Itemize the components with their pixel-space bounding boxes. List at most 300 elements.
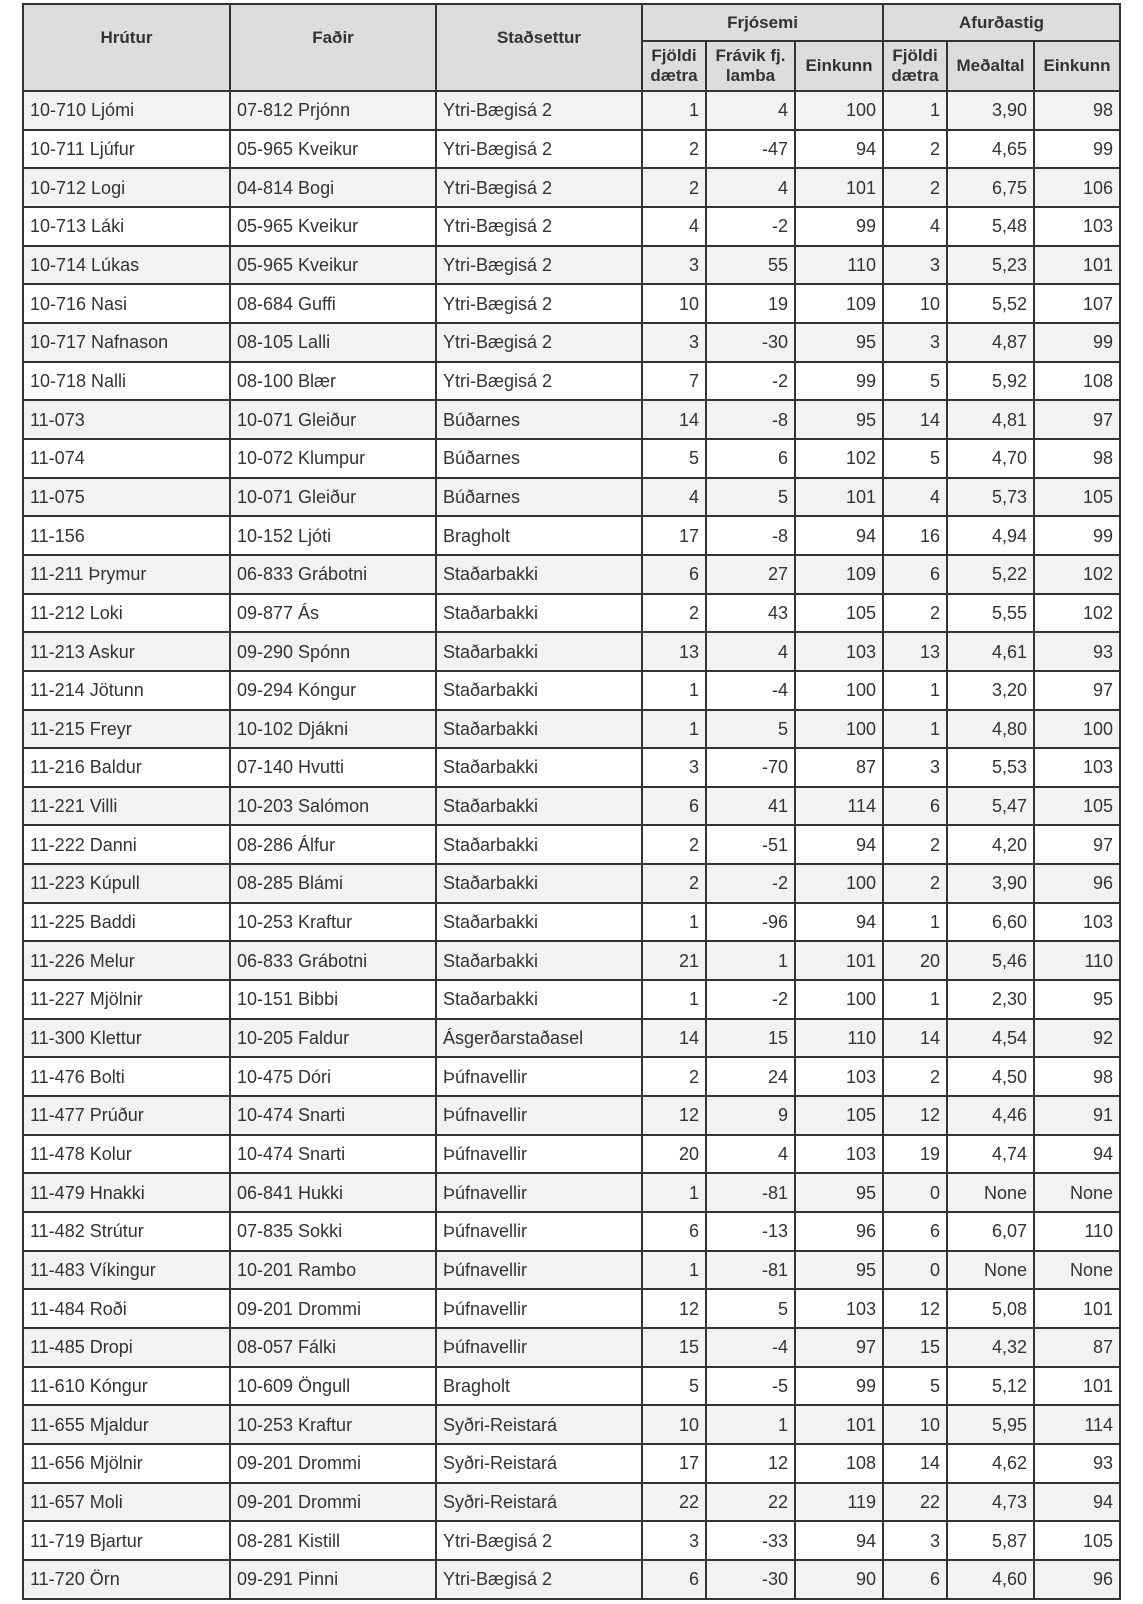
cell-frj-fjoldi-daetra: 4 [642, 478, 706, 517]
cell-frj-einkunn: 101 [795, 168, 883, 207]
cell-hrutur: 11-657 Moli [23, 1483, 230, 1522]
cell-afu-einkunn: 91 [1034, 1096, 1120, 1135]
cell-frj-fjoldi-daetra: 3 [642, 1521, 706, 1560]
cell-stadsettur: Ytri-Bægisá 2 [436, 1560, 642, 1599]
cell-fadir: 08-684 Guffi [230, 284, 436, 323]
cell-afu-fjoldi-daetra: 2 [883, 825, 947, 864]
cell-frj-fravik: 43 [706, 594, 795, 633]
cell-stadsettur: Staðarbakki [436, 903, 642, 942]
cell-stadsettur: Staðarbakki [436, 632, 642, 671]
cell-fadir: 10-152 Ljóti [230, 516, 436, 555]
cell-stadsettur: Ytri-Bægisá 2 [436, 207, 642, 246]
cell-frj-fravik: 9 [706, 1096, 795, 1135]
cell-fadir: 07-835 Sokki [230, 1212, 436, 1251]
cell-hrutur: 11-226 Melur [23, 941, 230, 980]
cell-frj-fravik: 24 [706, 1057, 795, 1096]
cell-afu-medaltal: 4,50 [947, 1057, 1034, 1096]
cell-afu-einkunn: 108 [1034, 362, 1120, 401]
table-container [22, 3, 1121, 1600]
cell-fadir: 10-102 Djákni [230, 710, 436, 749]
cell-frj-einkunn: 99 [795, 362, 883, 401]
cell-afu-fjoldi-daetra: 2 [883, 1057, 947, 1096]
table-row [23, 130, 1120, 169]
cell-hrutur: 10-712 Logi [23, 168, 230, 207]
cell-frj-einkunn: 103 [795, 1289, 883, 1328]
cell-hrutur: 10-718 Nalli [23, 362, 230, 401]
cell-fadir: 06-833 Grábotni [230, 941, 436, 980]
cell-afu-einkunn: 100 [1034, 710, 1120, 749]
cell-afu-medaltal: 6,07 [947, 1212, 1034, 1251]
cell-stadsettur: Ytri-Bægisá 2 [436, 168, 642, 207]
cell-hrutur: 10-710 Ljómi [23, 91, 230, 130]
cell-frj-fjoldi-daetra: 1 [642, 980, 706, 1019]
cell-frj-fravik: -5 [706, 1367, 795, 1406]
cell-afu-medaltal: 6,75 [947, 168, 1034, 207]
table-row [23, 1560, 1120, 1599]
cell-frj-einkunn: 94 [795, 516, 883, 555]
cell-frj-fjoldi-daetra: 14 [642, 1019, 706, 1058]
cell-stadsettur: Búðarnes [436, 478, 642, 517]
cell-afu-medaltal: 5,73 [947, 478, 1034, 517]
cell-frj-einkunn: 94 [795, 130, 883, 169]
cell-hrutur: 10-716 Nasi [23, 284, 230, 323]
table-body [23, 91, 1120, 1599]
cell-afu-einkunn: 102 [1034, 594, 1120, 633]
cell-frj-einkunn: 114 [795, 787, 883, 826]
cell-afu-fjoldi-daetra: 14 [883, 1444, 947, 1483]
cell-frj-fjoldi-daetra: 14 [642, 400, 706, 439]
cell-frj-einkunn: 103 [795, 1057, 883, 1096]
cell-stadsettur: Ytri-Bægisá 2 [436, 323, 642, 362]
cell-fadir: 10-253 Kraftur [230, 903, 436, 942]
table-row [23, 284, 1120, 323]
cell-fadir: 06-841 Hukki [230, 1173, 436, 1212]
cell-frj-einkunn: 119 [795, 1483, 883, 1522]
cell-frj-fravik: -96 [706, 903, 795, 942]
cell-frj-fravik: -30 [706, 323, 795, 362]
cell-hrutur: 11-300 Klettur [23, 1019, 230, 1058]
cell-afu-einkunn: 93 [1034, 1444, 1120, 1483]
cell-frj-einkunn: 110 [795, 246, 883, 285]
cell-afu-medaltal: None [947, 1173, 1034, 1212]
cell-frj-fravik: -70 [706, 748, 795, 787]
cell-hrutur: 11-719 Bjartur [23, 1521, 230, 1560]
cell-frj-einkunn: 99 [795, 207, 883, 246]
cell-afu-medaltal: 4,32 [947, 1328, 1034, 1367]
cell-frj-fjoldi-daetra: 5 [642, 439, 706, 478]
cell-afu-medaltal: 4,94 [947, 516, 1034, 555]
header-group-frjosemi: Frjósemi [642, 4, 883, 41]
cell-frj-einkunn: 101 [795, 1405, 883, 1444]
cell-afu-fjoldi-daetra: 22 [883, 1483, 947, 1522]
cell-fadir: 05-965 Kveikur [230, 207, 436, 246]
cell-frj-fravik: -8 [706, 400, 795, 439]
cell-frj-fravik: 27 [706, 555, 795, 594]
cell-stadsettur: Ytri-Bægisá 2 [436, 130, 642, 169]
cell-fadir: 05-965 Kveikur [230, 246, 436, 285]
cell-afu-fjoldi-daetra: 19 [883, 1135, 947, 1174]
cell-fadir: 06-833 Grábotni [230, 555, 436, 594]
cell-hrutur: 11-074 [23, 439, 230, 478]
cell-frj-fravik: 5 [706, 478, 795, 517]
header-stadsettur[interactable] [436, 4, 642, 91]
cell-frj-fjoldi-daetra: 2 [642, 825, 706, 864]
cell-afu-medaltal: 6,60 [947, 903, 1034, 942]
cell-frj-einkunn: 96 [795, 1212, 883, 1251]
cell-frj-fravik: -2 [706, 864, 795, 903]
cell-afu-einkunn: 103 [1034, 207, 1120, 246]
cell-afu-fjoldi-daetra: 3 [883, 323, 947, 362]
cell-frj-fravik: 55 [706, 246, 795, 285]
cell-stadsettur: Búðarnes [436, 400, 642, 439]
cell-hrutur: 11-222 Danni [23, 825, 230, 864]
cell-frj-fjoldi-daetra: 3 [642, 246, 706, 285]
cell-afu-fjoldi-daetra: 13 [883, 632, 947, 671]
cell-frj-einkunn: 100 [795, 710, 883, 749]
cell-frj-einkunn: 108 [795, 1444, 883, 1483]
table-row [23, 1173, 1120, 1212]
cell-frj-einkunn: 99 [795, 1367, 883, 1406]
cell-frj-fjoldi-daetra: 6 [642, 1212, 706, 1251]
cell-hrutur: 11-216 Baldur [23, 748, 230, 787]
cell-frj-einkunn: 100 [795, 980, 883, 1019]
table-row [23, 1328, 1120, 1367]
cell-hrutur: 11-477 Prúður [23, 1096, 230, 1135]
cell-hrutur: 11-073 [23, 400, 230, 439]
cell-afu-einkunn: 101 [1034, 246, 1120, 285]
cell-hrutur: 11-482 Strútur [23, 1212, 230, 1251]
cell-afu-fjoldi-daetra: 14 [883, 1019, 947, 1058]
cell-afu-fjoldi-daetra: 1 [883, 903, 947, 942]
cell-afu-fjoldi-daetra: 4 [883, 207, 947, 246]
cell-hrutur: 10-714 Lúkas [23, 246, 230, 285]
cell-stadsettur: Staðarbakki [436, 787, 642, 826]
cell-fadir: 08-285 Blámi [230, 864, 436, 903]
cell-fadir: 08-100 Blær [230, 362, 436, 401]
cell-afu-fjoldi-daetra: 10 [883, 1405, 947, 1444]
cell-afu-einkunn: None [1034, 1251, 1120, 1290]
cell-afu-fjoldi-daetra: 0 [883, 1173, 947, 1212]
header-frj-einkunn[interactable]: Einkunn [795, 41, 883, 91]
cell-fadir: 07-812 Prjónn [230, 91, 436, 130]
cell-afu-medaltal: 4,70 [947, 439, 1034, 478]
cell-stadsettur: Syðri-Reistará [436, 1405, 642, 1444]
cell-afu-medaltal: 5,53 [947, 748, 1034, 787]
table-row [23, 710, 1120, 749]
cell-afu-medaltal: 4,60 [947, 1560, 1034, 1599]
cell-frj-einkunn: 95 [795, 400, 883, 439]
cell-afu-einkunn: 87 [1034, 1328, 1120, 1367]
cell-fadir: 08-286 Álfur [230, 825, 436, 864]
cell-frj-einkunn: 95 [795, 323, 883, 362]
cell-frj-einkunn: 100 [795, 671, 883, 710]
cell-frj-einkunn: 100 [795, 864, 883, 903]
cell-afu-medaltal: 5,23 [947, 246, 1034, 285]
header-afu-medaltal[interactable]: Meðaltal [947, 41, 1034, 91]
cell-afu-einkunn: 96 [1034, 864, 1120, 903]
cell-afu-fjoldi-daetra: 10 [883, 284, 947, 323]
cell-frj-fjoldi-daetra: 1 [642, 903, 706, 942]
cell-hrutur: 11-656 Mjölnir [23, 1444, 230, 1483]
table-row [23, 825, 1120, 864]
cell-frj-fravik: 4 [706, 91, 795, 130]
cell-frj-einkunn: 95 [795, 1251, 883, 1290]
header-afu-fjoldi-daetra[interactable]: Fjöldi dætra [883, 41, 947, 91]
cell-frj-fjoldi-daetra: 12 [642, 1096, 706, 1135]
cell-afu-einkunn: 99 [1034, 130, 1120, 169]
cell-stadsettur: Þúfnavellir [436, 1289, 642, 1328]
cell-fadir: 09-291 Pinni [230, 1560, 436, 1599]
cell-hrutur: 11-221 Villi [23, 787, 230, 826]
cell-hrutur: 11-476 Bolti [23, 1057, 230, 1096]
table-row [23, 439, 1120, 478]
cell-afu-medaltal: None [947, 1251, 1034, 1290]
cell-afu-fjoldi-daetra: 6 [883, 1212, 947, 1251]
table-row [23, 91, 1120, 130]
cell-frj-fravik: 5 [706, 710, 795, 749]
cell-frj-einkunn: 94 [795, 1521, 883, 1560]
cell-stadsettur: Ásgerðarstaðasel [436, 1019, 642, 1058]
header-hrutur-label: Hrútur [100, 27, 153, 47]
cell-afu-einkunn: 97 [1034, 825, 1120, 864]
cell-afu-einkunn: None [1034, 1173, 1120, 1212]
cell-frj-fravik: 1 [706, 941, 795, 980]
table-row [23, 941, 1120, 980]
cell-frj-fravik: -2 [706, 980, 795, 1019]
cell-stadsettur: Syðri-Reistará [436, 1444, 642, 1483]
cell-fadir: 09-290 Spónn [230, 632, 436, 671]
cell-afu-fjoldi-daetra: 4 [883, 478, 947, 517]
cell-afu-fjoldi-daetra: 16 [883, 516, 947, 555]
cell-frj-fravik: -8 [706, 516, 795, 555]
cell-afu-einkunn: 98 [1034, 1057, 1120, 1096]
header-frj-fravik[interactable]: Frávik fj. lamba [706, 41, 795, 91]
header-afu-einkunn[interactable]: Einkunn [1034, 41, 1120, 91]
cell-frj-fjoldi-daetra: 15 [642, 1328, 706, 1367]
cell-afu-medaltal: 4,54 [947, 1019, 1034, 1058]
table-row [23, 1405, 1120, 1444]
cell-stadsettur: Staðarbakki [436, 710, 642, 749]
table-row [23, 362, 1120, 401]
cell-frj-fravik: -33 [706, 1521, 795, 1560]
cell-frj-fjoldi-daetra: 10 [642, 1405, 706, 1444]
cell-afu-einkunn: 110 [1034, 941, 1120, 980]
table-header [23, 4, 1120, 91]
cell-fadir: 10-151 Bibbi [230, 980, 436, 1019]
cell-frj-fravik: -2 [706, 362, 795, 401]
cell-stadsettur: Staðarbakki [436, 825, 642, 864]
cell-frj-fjoldi-daetra: 6 [642, 555, 706, 594]
cell-hrutur: 11-655 Mjaldur [23, 1405, 230, 1444]
cell-afu-einkunn: 97 [1034, 400, 1120, 439]
cell-frj-fravik: 4 [706, 168, 795, 207]
table-row [23, 787, 1120, 826]
cell-stadsettur: Staðarbakki [436, 671, 642, 710]
cell-frj-fjoldi-daetra: 1 [642, 91, 706, 130]
cell-afu-einkunn: 94 [1034, 1135, 1120, 1174]
cell-stadsettur: Þúfnavellir [436, 1212, 642, 1251]
cell-afu-fjoldi-daetra: 5 [883, 439, 947, 478]
cell-afu-fjoldi-daetra: 2 [883, 594, 947, 633]
cell-fadir: 09-201 Drommi [230, 1444, 436, 1483]
cell-frj-fjoldi-daetra: 17 [642, 516, 706, 555]
cell-frj-fravik: 4 [706, 1135, 795, 1174]
cell-afu-medaltal: 3,20 [947, 671, 1034, 710]
cell-frj-fravik: -4 [706, 671, 795, 710]
cell-stadsettur: Þúfnavellir [436, 1328, 642, 1367]
cell-frj-einkunn: 102 [795, 439, 883, 478]
cell-frj-fjoldi-daetra: 12 [642, 1289, 706, 1328]
cell-frj-fjoldi-daetra: 1 [642, 671, 706, 710]
cell-afu-medaltal: 4,80 [947, 710, 1034, 749]
cell-stadsettur: Bragholt [436, 516, 642, 555]
table-row [23, 555, 1120, 594]
cell-stadsettur: Staðarbakki [436, 748, 642, 787]
table-row [23, 594, 1120, 633]
cell-frj-einkunn: 103 [795, 1135, 883, 1174]
cell-frj-fjoldi-daetra: 7 [642, 362, 706, 401]
table-row [23, 323, 1120, 362]
table-row [23, 748, 1120, 787]
rams-table [22, 3, 1121, 1600]
table-row [23, 1135, 1120, 1174]
cell-afu-medaltal: 5,47 [947, 787, 1034, 826]
table-row [23, 1019, 1120, 1058]
cell-afu-medaltal: 4,46 [947, 1096, 1034, 1135]
cell-fadir: 10-253 Kraftur [230, 1405, 436, 1444]
cell-afu-fjoldi-daetra: 1 [883, 91, 947, 130]
table-row [23, 671, 1120, 710]
table-row [23, 168, 1120, 207]
cell-frj-fravik: -47 [706, 130, 795, 169]
cell-afu-einkunn: 114 [1034, 1405, 1120, 1444]
cell-frj-fravik: -30 [706, 1560, 795, 1599]
cell-fadir: 10-071 Gleiður [230, 478, 436, 517]
cell-hrutur: 10-717 Nafnason [23, 323, 230, 362]
cell-frj-fjoldi-daetra: 17 [642, 1444, 706, 1483]
cell-frj-fjoldi-daetra: 5 [642, 1367, 706, 1406]
cell-afu-fjoldi-daetra: 1 [883, 671, 947, 710]
cell-afu-einkunn: 105 [1034, 787, 1120, 826]
cell-afu-fjoldi-daetra: 12 [883, 1289, 947, 1328]
cell-frj-einkunn: 100 [795, 91, 883, 130]
cell-afu-einkunn: 105 [1034, 478, 1120, 517]
cell-fadir: 05-965 Kveikur [230, 130, 436, 169]
cell-afu-medaltal: 3,90 [947, 864, 1034, 903]
cell-frj-fjoldi-daetra: 22 [642, 1483, 706, 1522]
table-row [23, 516, 1120, 555]
cell-frj-einkunn: 105 [795, 1096, 883, 1135]
cell-afu-fjoldi-daetra: 2 [883, 168, 947, 207]
cell-frj-fjoldi-daetra: 6 [642, 787, 706, 826]
cell-afu-fjoldi-daetra: 3 [883, 748, 947, 787]
cell-afu-medaltal: 5,46 [947, 941, 1034, 980]
cell-frj-fravik: 6 [706, 439, 795, 478]
cell-frj-fjoldi-daetra: 2 [642, 168, 706, 207]
cell-stadsettur: Ytri-Bægisá 2 [436, 246, 642, 285]
cell-afu-medaltal: 4,74 [947, 1135, 1034, 1174]
cell-afu-fjoldi-daetra: 2 [883, 130, 947, 169]
cell-afu-fjoldi-daetra: 6 [883, 1560, 947, 1599]
cell-afu-medaltal: 4,73 [947, 1483, 1034, 1522]
cell-fadir: 10-474 Snarti [230, 1135, 436, 1174]
table-row [23, 1096, 1120, 1135]
cell-afu-einkunn: 92 [1034, 1019, 1120, 1058]
cell-stadsettur: Þúfnavellir [436, 1057, 642, 1096]
header-hrutur[interactable] [23, 4, 230, 91]
cell-frj-einkunn: 94 [795, 825, 883, 864]
cell-fadir: 10-475 Dóri [230, 1057, 436, 1096]
cell-afu-einkunn: 94 [1034, 1483, 1120, 1522]
header-fadir-label: Faðir [312, 27, 354, 47]
table-row [23, 1444, 1120, 1483]
header-frj-fjoldi-daetra[interactable]: Fjöldi dætra [642, 41, 706, 91]
cell-afu-einkunn: 106 [1034, 168, 1120, 207]
cell-afu-medaltal: 4,61 [947, 632, 1034, 671]
cell-frj-einkunn: 103 [795, 632, 883, 671]
cell-frj-einkunn: 87 [795, 748, 883, 787]
cell-afu-medaltal: 4,20 [947, 825, 1034, 864]
cell-fadir: 10-474 Snarti [230, 1096, 436, 1135]
cell-stadsettur: Staðarbakki [436, 864, 642, 903]
header-group-row [23, 4, 1120, 41]
cell-frj-fravik: 5 [706, 1289, 795, 1328]
cell-fadir: 08-057 Fálki [230, 1328, 436, 1367]
table-row [23, 1057, 1120, 1096]
cell-afu-fjoldi-daetra: 3 [883, 1521, 947, 1560]
cell-afu-medaltal: 5,87 [947, 1521, 1034, 1560]
cell-hrutur: 10-713 Láki [23, 207, 230, 246]
cell-afu-fjoldi-daetra: 12 [883, 1096, 947, 1135]
cell-frj-fjoldi-daetra: 1 [642, 1173, 706, 1212]
cell-afu-medaltal: 5,08 [947, 1289, 1034, 1328]
cell-hrutur: 11-485 Dropi [23, 1328, 230, 1367]
cell-afu-fjoldi-daetra: 1 [883, 980, 947, 1019]
cell-stadsettur: Staðarbakki [436, 941, 642, 980]
cell-frj-fjoldi-daetra: 2 [642, 594, 706, 633]
table-row [23, 246, 1120, 285]
cell-stadsettur: Staðarbakki [436, 594, 642, 633]
cell-afu-fjoldi-daetra: 6 [883, 555, 947, 594]
cell-frj-fravik: -51 [706, 825, 795, 864]
cell-frj-einkunn: 97 [795, 1328, 883, 1367]
cell-afu-medaltal: 5,92 [947, 362, 1034, 401]
cell-stadsettur: Þúfnavellir [436, 1173, 642, 1212]
cell-frj-fravik: 15 [706, 1019, 795, 1058]
cell-afu-fjoldi-daetra: 15 [883, 1328, 947, 1367]
cell-frj-fravik: -81 [706, 1251, 795, 1290]
cell-hrutur: 11-223 Kúpull [23, 864, 230, 903]
cell-frj-fravik: 4 [706, 632, 795, 671]
cell-stadsettur: Ytri-Bægisá 2 [436, 1521, 642, 1560]
cell-fadir: 09-201 Drommi [230, 1483, 436, 1522]
cell-afu-einkunn: 105 [1034, 1521, 1120, 1560]
table-row [23, 1483, 1120, 1522]
cell-frj-fjoldi-daetra: 10 [642, 284, 706, 323]
table-row [23, 478, 1120, 517]
cell-fadir: 10-201 Rambo [230, 1251, 436, 1290]
cell-hrutur: 11-156 [23, 516, 230, 555]
cell-afu-medaltal: 5,48 [947, 207, 1034, 246]
cell-afu-medaltal: 5,55 [947, 594, 1034, 633]
cell-hrutur: 11-610 Kóngur [23, 1367, 230, 1406]
cell-afu-fjoldi-daetra: 0 [883, 1251, 947, 1290]
cell-afu-fjoldi-daetra: 6 [883, 787, 947, 826]
cell-frj-fjoldi-daetra: 20 [642, 1135, 706, 1174]
cell-afu-einkunn: 102 [1034, 555, 1120, 594]
cell-fadir: 09-877 Ás [230, 594, 436, 633]
header-fadir[interactable] [230, 4, 436, 91]
